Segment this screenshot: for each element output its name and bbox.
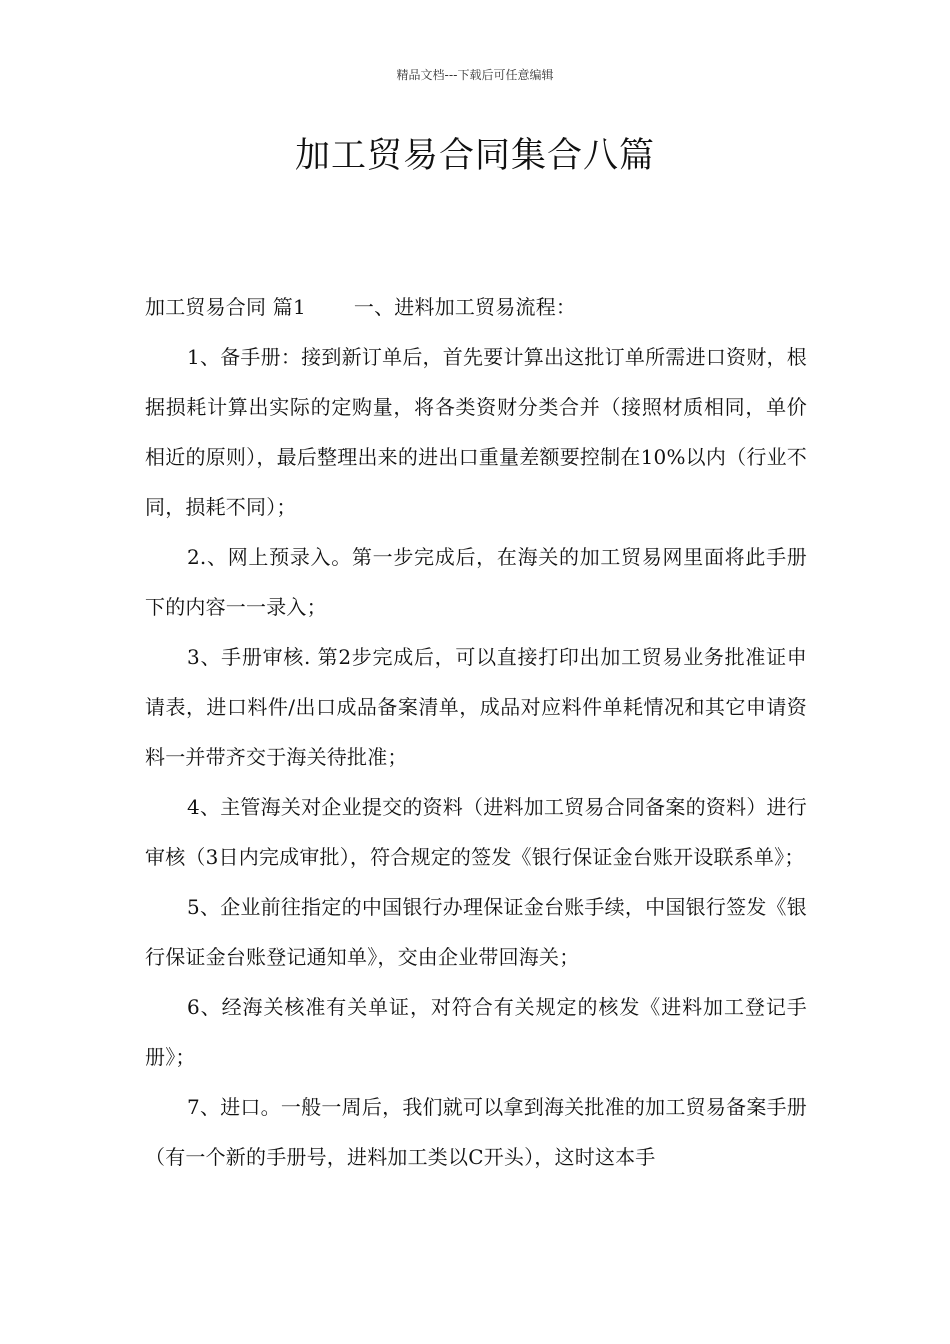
paragraph-step-7: 7、进口。一般一周后，我们就可以拿到海关批准的加工贸易备案手册（有一个新的手册号，进料加工类以C开头），这时这本手: [145, 1095, 807, 1169]
paragraph-step-6: 6、经海关核准有关单证，对符合有关规定的核发《进料加工登记手册》；: [145, 995, 807, 1069]
paragraph-step-4: 4、主管海关对企业提交的资料（进料加工贸易合同备案的资料）进行审核（3日内完成审批），符合规定的签发《银行保证金台账开设联系单》；: [145, 795, 807, 869]
page-title: 加工贸易合同集合八篇: [294, 136, 655, 176]
intro-line: [145, 282, 807, 332]
header-note: 精品文档---下载后可任意编辑: [396, 68, 554, 82]
section-heading: 一、进料加工贸易流程：: [353, 295, 577, 319]
paragraph-step-2: 2.、网上预录入。第一步完成后，在海关的加工贸易网里面将此手册下的内容一一录入；: [145, 545, 807, 619]
paragraph-step-5: 5、企业前往指定的中国银行办理保证金台账手续，中国银行签发《银行保证金台账登记通知单》，交由企业带回海关；: [145, 895, 807, 969]
paragraph-step-1: 1、备手册：接到新订单后，首先要计算出这批订单所需进口资财，根据损耗计算出实际的定购量，将各类资财分类合并（接照材质相同，单价相近的原则），最后整理出来的进出口重量差额要控制在10%以内（行业不同，损耗不同）；: [145, 345, 807, 519]
document-body: [145, 282, 807, 1182]
paragraph-step-3: 3、手册审核. 第2步完成后，可以直接打印出加工贸易业务批准证申请表，进口料件/出口成品备案清单，成品对应料件单耗情况和其它申请资料一并带齐交于海关待批准；: [145, 645, 807, 769]
contract-label: 加工贸易合同 篇1: [145, 295, 306, 319]
